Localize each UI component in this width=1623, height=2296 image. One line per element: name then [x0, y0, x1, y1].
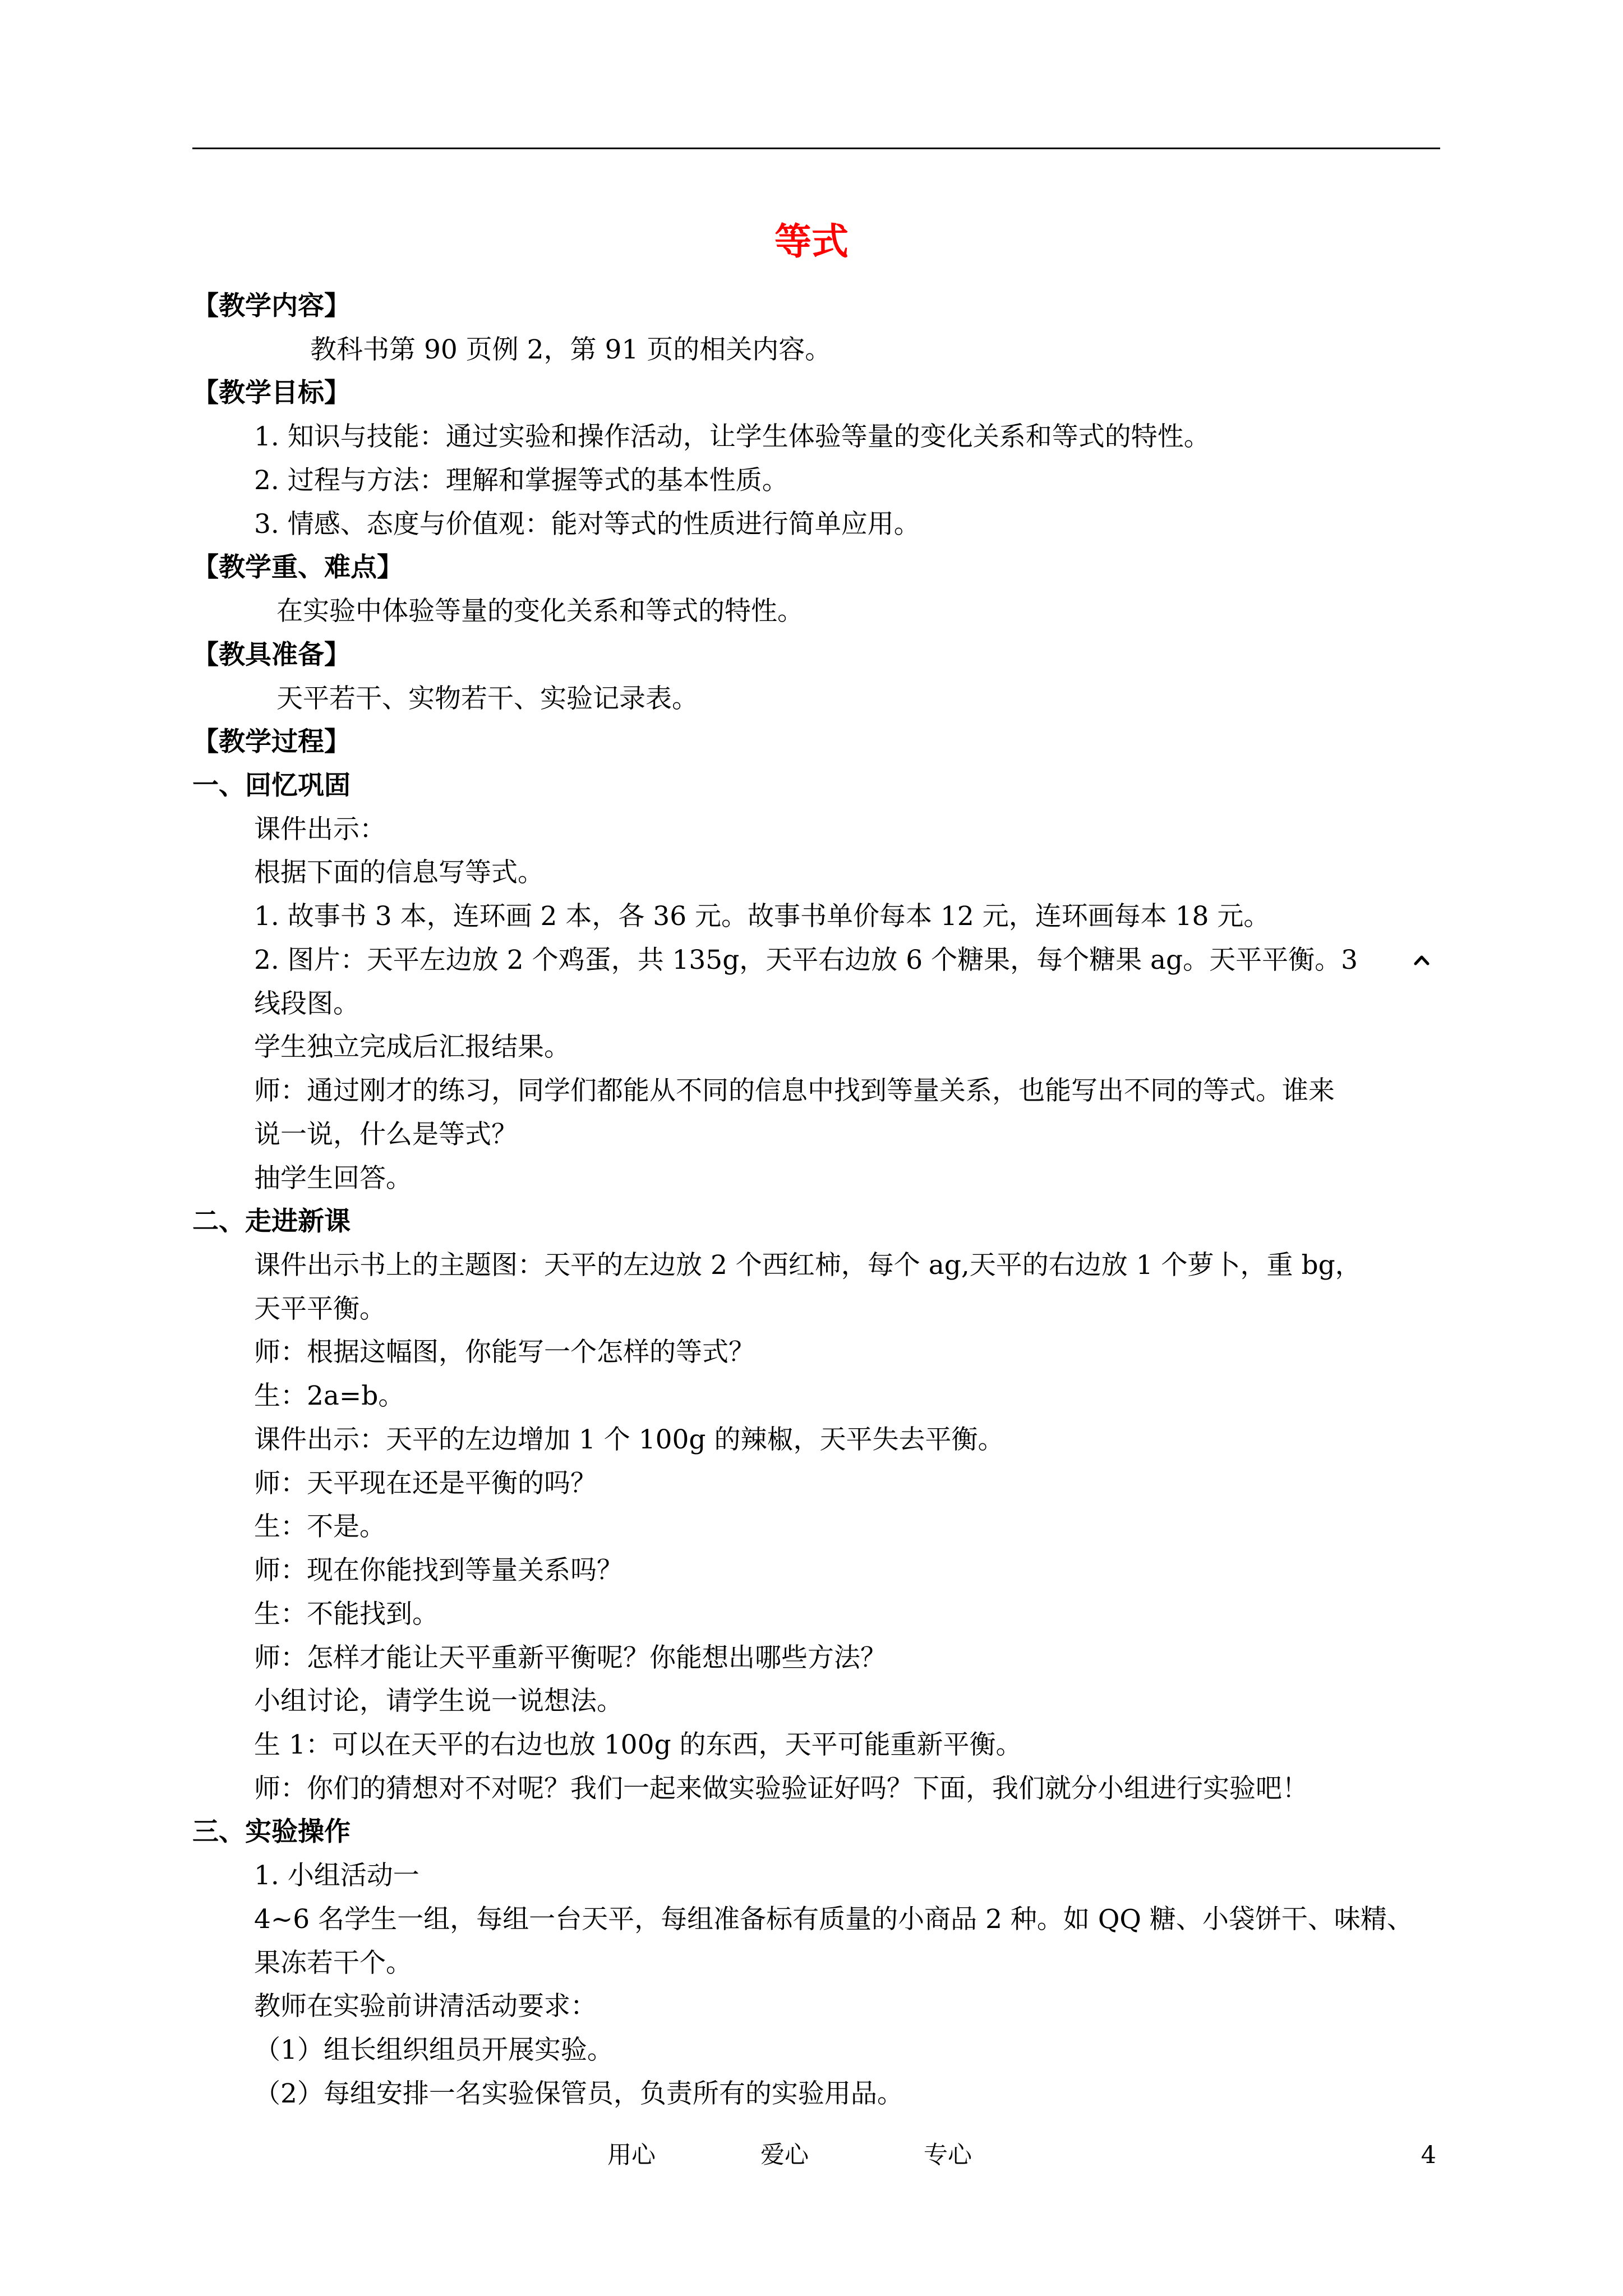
paragraph-line: 教师在实验前讲清活动要求： — [254, 1991, 597, 2022]
paragraph-line: 1. 知识与技能：通过实验和操作活动，让学生体验等量的变化关系和等式的特性。 — [254, 421, 1210, 452]
paragraph-line: 师：天平现在还是平衡的吗？ — [254, 1468, 597, 1499]
paragraph-line: 3. 情感、态度与价值观：能对等式的性质进行简单应用。 — [254, 509, 920, 540]
paragraph-line: 1. 小组活动一 — [254, 1860, 419, 1891]
paragraph-line: 说一说，什么是等式？ — [254, 1119, 518, 1150]
section-heading: 二、走进新课 — [192, 1206, 351, 1237]
paragraph-line: 天平平衡。 — [254, 1294, 386, 1324]
paragraph-line: 2. 图片：天平左边放 2 个鸡蛋，共 135g，天平右边放 6 个糖果，每个糖果 ag。天平平衡。3 — [254, 945, 1358, 976]
paragraph-line: （1）组长组织组员开展实验。 — [254, 2035, 614, 2065]
paragraph-line: 师：现在你能找到等量关系吗？ — [254, 1555, 623, 1586]
section-heading: 【教学内容】 — [192, 291, 351, 321]
caret-up-icon — [1414, 953, 1430, 968]
section-heading: 【教具准备】 — [192, 639, 351, 670]
paragraph-line: 抽学生回答。 — [254, 1163, 412, 1194]
header-rule — [192, 148, 1440, 149]
section-heading: 【教学过程】 — [192, 726, 351, 757]
paragraph-line: 师：怎样才能让天平重新平衡呢？你能想出哪些方法？ — [254, 1642, 887, 1673]
section-heading: 【教学目标】 — [192, 378, 351, 408]
paragraph-line: 天平若干、实物若干、实验记录表。 — [276, 683, 698, 714]
document-title: 等式 — [774, 219, 849, 263]
paragraph-line: 4~6 名学生一组，每组一台天平，每组准备标有质量的小商品 2 种。如 QQ 糖、小袋饼干、味精、 — [254, 1904, 1413, 1935]
section-heading: 一、回忆巩固 — [192, 770, 351, 801]
paragraph-line: 线段图。 — [254, 988, 359, 1019]
paragraph-line: （2）每组安排一名实验保管员，负责所有的实验用品。 — [254, 2078, 903, 2109]
paragraph-line: 师：你们的猜想对不对呢？我们一起来做实验验证好吗？下面，我们就分小组进行实验吧！ — [254, 1773, 1308, 1804]
paragraph-line: 师：根据这幅图，你能写一个怎样的等式？ — [254, 1337, 755, 1368]
footer-word-1: 用心 — [607, 2141, 656, 2169]
footer-word-3: 专心 — [924, 2141, 972, 2169]
paragraph-line: 师：通过刚才的练习，同学们都能从不同的信息中找到等量关系，也能写出不同的等式。谁来 — [254, 1075, 1335, 1106]
paragraph-line: 1. 故事书 3 本，连环画 2 本，各 36 元。故事书单价每本 12 元，连环画每本 18 元。 — [254, 901, 1270, 932]
paragraph-line: 教科书第 90 页例 2，第 91 页的相关内容。 — [310, 334, 832, 365]
paragraph-line: 课件出示书上的主题图：天平的左边放 2 个西红柿，每个 ag,天平的右边放 1 个萝卜，重 bg， — [254, 1250, 1362, 1281]
paragraph-line: 在实验中体验等量的变化关系和等式的特性。 — [276, 596, 804, 627]
paragraph-line: 生：不是。 — [254, 1511, 386, 1542]
paragraph-line: 果冻若干个。 — [254, 1948, 412, 1978]
paragraph-line: 2. 过程与方法：理解和掌握等式的基本性质。 — [254, 465, 789, 496]
paragraph-line: 生：不能找到。 — [254, 1599, 439, 1630]
section-heading: 【教学重、难点】 — [192, 552, 403, 583]
paragraph-line: 小组讨论，请学生说一说想法。 — [254, 1686, 623, 1717]
paragraph-line: 生：2a=b。 — [254, 1381, 405, 1411]
paragraph-line: 根据下面的信息写等式。 — [254, 857, 544, 888]
paragraph-line: 课件出示：天平的左边增加 1 个 100g 的辣椒，天平失去平衡。 — [254, 1424, 1004, 1455]
paragraph-line: 生 1：可以在天平的右边也放 100g 的东西，天平可能重新平衡。 — [254, 1729, 1022, 1760]
section-heading: 三、实验操作 — [192, 1816, 351, 1847]
paragraph-line: 学生独立完成后汇报结果。 — [254, 1032, 570, 1062]
paragraph-line: 课件出示： — [254, 814, 386, 845]
page-number: 4 — [1421, 2141, 1436, 2169]
footer-word-2: 爱心 — [760, 2141, 809, 2169]
